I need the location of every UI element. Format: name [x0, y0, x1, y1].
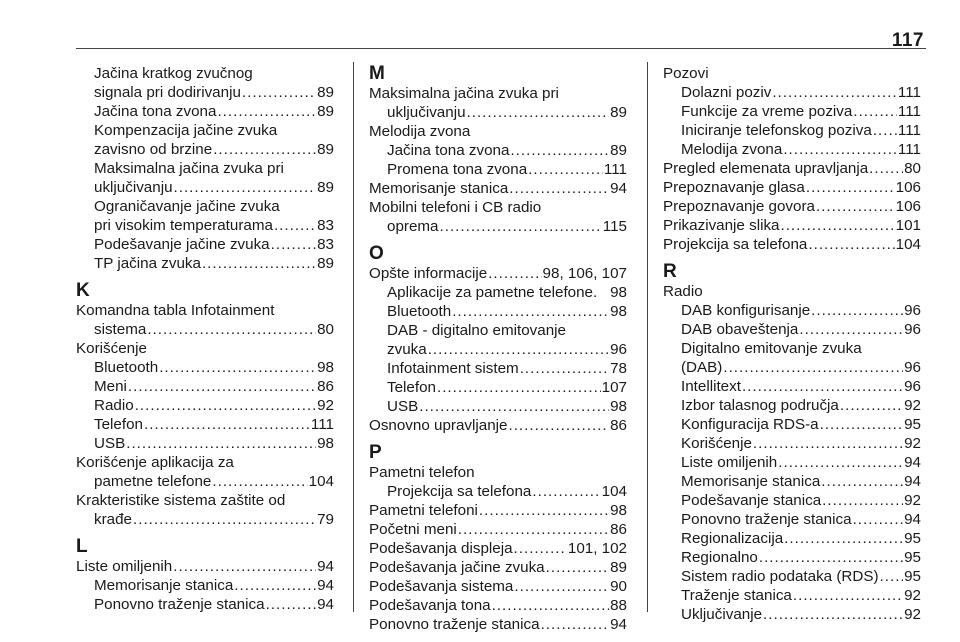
index-entry: [76, 557, 334, 576]
index-entry: [369, 501, 627, 520]
index-page-ref[interactable]: 111: [897, 122, 921, 139]
index-entry-text: Prikazivanje slika: [663, 217, 780, 234]
index-column-1: [76, 64, 334, 614]
column-divider: [647, 62, 648, 612]
index-entry-text: Uključivanje: [681, 606, 763, 623]
index-page-ref[interactable]: 101: [895, 217, 921, 234]
index-entry-text: USB: [387, 398, 419, 415]
dot-leader: [772, 83, 897, 102]
index-subentry: [369, 283, 627, 302]
index-section-letter: R: [663, 261, 677, 282]
dot-leader: [458, 520, 609, 539]
index-subentry: Digitalno emitovanje zvuka: [681, 340, 862, 357]
index-page-ref[interactable]: 89: [610, 142, 627, 159]
index-subentry: [369, 359, 627, 378]
index-subentry: [663, 434, 921, 453]
index-subentry: [663, 415, 921, 434]
index-page-ref[interactable]: 104: [308, 473, 334, 490]
dot-leader: [873, 121, 897, 140]
index-page-ref[interactable]: 86: [317, 378, 334, 395]
index-entry-text: Pregled elemenata upravljanja: [663, 160, 869, 177]
index-page-ref[interactable]: 89: [317, 84, 334, 101]
index-page-ref[interactable]: 101, 102: [567, 540, 627, 557]
index-entry-text: pri visokim temperaturama: [94, 217, 273, 234]
index-entry: [369, 520, 627, 539]
index-entry: [663, 197, 921, 216]
dot-leader: [144, 415, 310, 434]
index-entry: Komandna tabla Infotainment: [76, 302, 275, 319]
index-subentry: Jačina kratkog zvučnog: [94, 65, 253, 82]
dot-leader: [853, 102, 897, 121]
index-entry: [369, 615, 627, 634]
index-subentry: [76, 358, 334, 377]
dot-leader: [271, 235, 316, 254]
dot-leader: [799, 320, 903, 339]
index-page-ref[interactable]: 96: [904, 378, 921, 395]
index-entry-text: krađe: [94, 511, 132, 528]
index-entry-text: Početni meni: [369, 521, 457, 538]
dot-leader: [783, 140, 897, 159]
index-page-ref[interactable]: 94: [317, 596, 334, 613]
index-subentry: [76, 235, 334, 254]
index-entry: Mobilni telefoni i CB radio: [369, 199, 542, 216]
index-entry: Korišćenje: [76, 340, 147, 357]
dot-leader: [419, 397, 609, 416]
index-entry: [663, 235, 921, 254]
index-subentry: [76, 254, 334, 273]
index-page-ref[interactable]: 98: [610, 398, 627, 415]
index-entry-text: Memorisanje stanica: [369, 180, 509, 197]
dot-leader: [811, 301, 903, 320]
index-subentry: [76, 510, 334, 529]
index-page-ref[interactable]: 86: [610, 417, 627, 434]
index-subentry: DAB - digitalno emitovanje: [387, 322, 566, 339]
page-number: 117: [891, 30, 924, 51]
index-entry: [369, 179, 627, 198]
index-entry-text: Radio: [94, 397, 134, 414]
index-subentry: [76, 140, 334, 159]
index-subentry: [369, 160, 627, 179]
index-entry-text: Projekcija sa telefona: [663, 236, 808, 253]
index-entry-text: Jačina tona zvona: [387, 142, 510, 159]
index-entry-text: Memorisanje stanica: [94, 577, 234, 594]
dot-leader: [510, 141, 609, 160]
index-page-ref[interactable]: 88: [610, 597, 627, 614]
index-page-ref[interactable]: 94: [317, 558, 334, 575]
dot-leader: [528, 160, 603, 179]
index-page-ref[interactable]: 111: [603, 161, 627, 178]
index-entry: [369, 558, 627, 577]
dot-leader: [806, 178, 895, 197]
index-subentry: [663, 377, 921, 396]
index-entry-text: Infotainment sistem: [387, 360, 519, 377]
dot-leader: [541, 615, 610, 634]
dot-leader: [784, 529, 903, 548]
index-page-ref[interactable]: 96: [904, 359, 921, 376]
index-entry-text: DAB obaveštenja: [681, 321, 799, 338]
dot-leader: [440, 217, 602, 236]
dot-leader: [428, 340, 609, 359]
dot-leader: [159, 358, 316, 377]
dot-leader: [514, 577, 609, 596]
index-subentry: [663, 320, 921, 339]
dot-leader: [174, 178, 317, 197]
column-divider: [353, 62, 354, 612]
index-subentry: [76, 595, 334, 614]
index-entry-text: Opšte informacije: [369, 265, 488, 282]
index-entry: [369, 577, 627, 596]
index-entry-text: Podešavanje stanica: [681, 492, 822, 509]
index-entry-text: Melodija zvona: [681, 141, 783, 158]
index-page-ref[interactable]: 92: [904, 606, 921, 623]
index-entry-text: Bluetooth: [387, 303, 452, 320]
index-entry-text: DAB konfigurisanje: [681, 302, 811, 319]
index-subentry: [663, 510, 921, 529]
index-page-ref[interactable]: 89: [317, 141, 334, 158]
dot-leader: [202, 254, 316, 273]
index-subentry: [663, 358, 921, 377]
index-entry: [663, 159, 921, 178]
dot-leader: [147, 320, 316, 339]
dot-leader: [217, 102, 316, 121]
index-page-ref[interactable]: 98: [610, 502, 627, 519]
index-page-ref[interactable]: 83: [317, 217, 334, 234]
index-page-ref[interactable]: 104: [895, 236, 921, 253]
index-page-ref[interactable]: 98, 106, 107: [542, 265, 627, 282]
index-subentry: [76, 434, 334, 453]
index-page-ref[interactable]: 98: [610, 303, 627, 320]
dot-leader: [869, 159, 903, 178]
dot-leader: [128, 377, 316, 396]
dot-leader: [840, 396, 903, 415]
index-subentry: [76, 178, 334, 197]
index-entry: Krakteristike sistema zaštite od: [76, 492, 286, 509]
index-subentry: [663, 301, 921, 320]
dot-leader: [723, 358, 903, 377]
index-subentry: [76, 102, 334, 121]
index-page-ref[interactable]: 89: [317, 103, 334, 120]
dot-leader: [816, 197, 895, 216]
index-subentry: [663, 529, 921, 548]
index-entry-text: Promena tona zvona: [387, 161, 528, 178]
index-entry-text: Telefon: [387, 379, 436, 396]
index-page-ref[interactable]: 96: [904, 302, 921, 319]
dot-leader: [546, 558, 609, 577]
index-subentry: [663, 121, 921, 140]
index-subentry: Kompenzacija jačine zvuka: [94, 122, 278, 139]
index-subentry: [76, 320, 334, 339]
index-entry-text: Regionalno: [681, 549, 758, 566]
dot-leader: [479, 501, 609, 520]
index-entry-text: Podešavanja sistema: [369, 578, 514, 595]
dot-leader: [880, 567, 904, 586]
dot-leader: [234, 576, 316, 595]
dot-leader: [126, 434, 316, 453]
dot-leader: [763, 605, 903, 624]
index-page-ref[interactable]: 107: [601, 379, 627, 396]
index-subentry: [663, 396, 921, 415]
index-subentry: [76, 216, 334, 235]
index-section-letter: L: [76, 536, 88, 557]
index-entry-text: Ponovno traženje stanica: [369, 616, 540, 633]
index-section-letter: P: [369, 442, 382, 463]
index-subentry: Maksimalna jačina zvuka pri: [94, 160, 284, 177]
index-entry-text: Sistem radio podataka (RDS): [681, 568, 879, 585]
index-page-ref[interactable]: 98: [317, 435, 334, 452]
index-subentry: Ograničavanje jačine zvuka: [94, 198, 280, 215]
index-entry: [369, 264, 627, 283]
index-page-ref[interactable]: 83: [317, 236, 334, 253]
index-entry-text: Funkcije za vreme poziva: [681, 103, 853, 120]
index-entry-text: Konfiguracija RDS-a: [681, 416, 819, 433]
index-page-ref[interactable]: 89: [610, 104, 627, 121]
index-subentry: [369, 103, 627, 122]
index-page-ref[interactable]: 98: [317, 359, 334, 376]
index-page-ref[interactable]: 90: [610, 578, 627, 595]
header-rule: [76, 48, 926, 49]
dot-leader: [212, 472, 307, 491]
dot-leader: [242, 83, 316, 102]
dot-leader: [509, 179, 609, 198]
index-page-ref[interactable]: 94: [904, 454, 921, 471]
index-subentry: [369, 397, 627, 416]
dot-leader: [452, 302, 609, 321]
index-entry-text: Podešavanje jačine zvuka: [94, 236, 270, 253]
index-entry-text: Ponovno traženje stanica: [94, 596, 265, 613]
dot-leader: [437, 378, 601, 397]
index-page-ref[interactable]: 95: [904, 568, 921, 585]
index-page-ref[interactable]: 80: [317, 321, 334, 338]
index-entry-text: TP jačina zvuka: [94, 255, 201, 272]
index-page-ref[interactable]: 92: [904, 397, 921, 414]
dot-leader: [488, 264, 541, 283]
index-column-3: [663, 64, 921, 624]
index-entry-text: Bluetooth: [94, 359, 159, 376]
index-entry-text: Memorisanje stanica: [681, 473, 821, 490]
dot-leader: [822, 491, 903, 510]
index-entry-text: Podešavanja tona: [369, 597, 491, 614]
index-entry-text: Meni: [94, 378, 127, 395]
index-entry-text: Projekcija sa telefona: [387, 483, 532, 500]
dot-leader: [759, 548, 903, 567]
index-subentry: [369, 217, 627, 236]
index-page-ref[interactable]: 92: [904, 435, 921, 452]
index-entry-text: Intellitext: [681, 378, 741, 395]
index-entry-text: USB: [94, 435, 126, 452]
index-page-ref[interactable]: 111: [897, 141, 921, 158]
index-entry-text: pametne telefone: [94, 473, 212, 490]
dot-leader: [467, 103, 610, 122]
index-entry-text: signala pri dodirivanju: [94, 84, 241, 101]
dot-leader: [135, 396, 316, 415]
index-subentry: [76, 472, 334, 491]
index-subentry: [663, 83, 921, 102]
index-page-ref[interactable]: 89: [317, 255, 334, 272]
index-entry-text: Osnovno upravljanje: [369, 417, 508, 434]
index-page-ref[interactable]: 96: [610, 341, 627, 358]
index-page-ref[interactable]: 111: [310, 416, 334, 433]
index-entry-text: Izbor talasnog područja: [681, 397, 839, 414]
index-section-letter: K: [76, 280, 90, 301]
index-entry-text: sistema: [94, 321, 147, 338]
index-page-ref[interactable]: 106: [895, 179, 921, 196]
dot-leader: [742, 377, 903, 396]
index-entry: Pametni telefon: [369, 464, 475, 481]
dot-leader: [213, 140, 316, 159]
index-page-ref[interactable]: 111: [897, 103, 921, 120]
dot-leader: [520, 359, 609, 378]
index-entry-text: uključivanju: [387, 104, 466, 121]
index-page-ref[interactable]: 94: [904, 511, 921, 528]
index-page-ref[interactable]: 95: [904, 530, 921, 547]
index-entry-text: Jačina tona zvona: [94, 103, 217, 120]
index-subentry: [663, 472, 921, 491]
index-subentry: [76, 396, 334, 415]
index-subentry: [663, 548, 921, 567]
index-entry: Korišćenje aplikacija za: [76, 454, 234, 471]
dot-leader: [492, 596, 609, 615]
index-page-ref[interactable]: 79: [317, 511, 334, 528]
index-subentry: [369, 340, 627, 359]
index-entry: Maksimalna jačina zvuka pri: [369, 85, 559, 102]
index-page-ref[interactable]: 92: [904, 587, 921, 604]
index-page-ref[interactable]: 80: [904, 160, 921, 177]
index-page-ref[interactable]: 104: [601, 483, 627, 500]
index-subentry: [663, 491, 921, 510]
index-subentry: [663, 102, 921, 121]
index-entry-text: Regionalizacija: [681, 530, 784, 547]
index-entry: [369, 539, 627, 558]
index-entry-text: zvuka: [387, 341, 427, 358]
index-entry-text: (DAB): [681, 359, 723, 376]
dot-leader: [778, 453, 903, 472]
index-page-ref[interactable]: 115: [602, 218, 627, 235]
index-subentry: [663, 605, 921, 624]
index-page-ref[interactable]: 96: [904, 321, 921, 338]
index-page-ref[interactable]: 89: [610, 559, 627, 576]
index-entry-text: Podešavanja displeja: [369, 540, 513, 557]
dot-leader: [821, 472, 903, 491]
index-entry: Melodija zvona: [369, 123, 471, 140]
index-subentry: [663, 453, 921, 472]
dot-leader: [532, 482, 600, 501]
index-page-ref[interactable]: 92: [317, 397, 334, 414]
index-subentry: [76, 83, 334, 102]
dot-leader: [514, 539, 567, 558]
index-page-ref[interactable]: 98: [610, 284, 627, 301]
dot-leader: [808, 235, 894, 254]
index-subentry: [663, 567, 921, 586]
index-subentry: [369, 141, 627, 160]
index-entry-text: Podešavanja jačine zvuka: [369, 559, 545, 576]
index-entry-text: Traženje stanica: [681, 587, 792, 604]
index-section-letter: M: [369, 63, 385, 84]
index-page-ref[interactable]: 95: [904, 416, 921, 433]
index-page-ref[interactable]: 106: [895, 198, 921, 215]
index-page-ref[interactable]: 111: [897, 84, 921, 101]
index-entry-text: Aplikacije za pametne telefone.: [387, 284, 598, 301]
dot-leader: [780, 216, 894, 235]
index-page-ref[interactable]: 86: [610, 521, 627, 538]
index-page-ref[interactable]: 94: [610, 180, 627, 197]
index-entry-text: Korišćenje: [681, 435, 752, 452]
dot-leader: [820, 415, 904, 434]
index-subentry: [369, 378, 627, 397]
dot-leader: [133, 510, 316, 529]
index-entry-text: Liste omiljenih: [76, 558, 173, 575]
index-entry-text: Dolazni poziv: [681, 84, 772, 101]
index-entry: [369, 416, 627, 435]
index-entry-text: Iniciranje telefonskog poziva: [681, 122, 872, 139]
dot-leader: [173, 557, 316, 576]
dot-leader: [753, 434, 903, 453]
index-entry-text: zavisno od brzine: [94, 141, 213, 158]
dot-leader: [793, 586, 903, 605]
index-subentry: [76, 415, 334, 434]
index-entry: [369, 596, 627, 615]
index-subentry: [663, 140, 921, 159]
index-subentry: [76, 576, 334, 595]
index-entry-text: Prepoznavanje glasa: [663, 179, 805, 196]
index-page-ref[interactable]: 94: [904, 473, 921, 490]
index-entry: Radio: [663, 283, 703, 300]
dot-leader: [853, 510, 904, 529]
dot-leader: [266, 595, 317, 614]
index-entry-text: Liste omiljenih: [681, 454, 778, 471]
index-entry-text: Pametni telefoni: [369, 502, 478, 519]
index-page-ref[interactable]: 94: [317, 577, 334, 594]
index-entry-text: Telefon: [94, 416, 143, 433]
index-entry-text: oprema: [387, 218, 439, 235]
index-column-2: [369, 64, 627, 634]
index-section-letter: O: [369, 243, 384, 264]
index-entry: [663, 178, 921, 197]
index-subentry: [369, 302, 627, 321]
index-page-ref[interactable]: 95: [904, 549, 921, 566]
index-page-ref[interactable]: 92: [904, 492, 921, 509]
index-entry: [663, 216, 921, 235]
dot-leader: [508, 416, 609, 435]
index-entry-text: Ponovno traženje stanica: [681, 511, 852, 528]
dot-leader: [274, 216, 316, 235]
index-entry: Pozovi: [663, 65, 709, 82]
index-subentry: [663, 586, 921, 605]
index-page-ref[interactable]: 89: [317, 179, 334, 196]
index-subentry: [369, 482, 627, 501]
index-page-ref[interactable]: 94: [610, 616, 627, 633]
index-entry-text: Prepoznavanje govora: [663, 198, 815, 215]
index-subentry: [76, 377, 334, 396]
index-page-ref[interactable]: 78: [610, 360, 627, 377]
index-entry-text: uključivanju: [94, 179, 173, 196]
